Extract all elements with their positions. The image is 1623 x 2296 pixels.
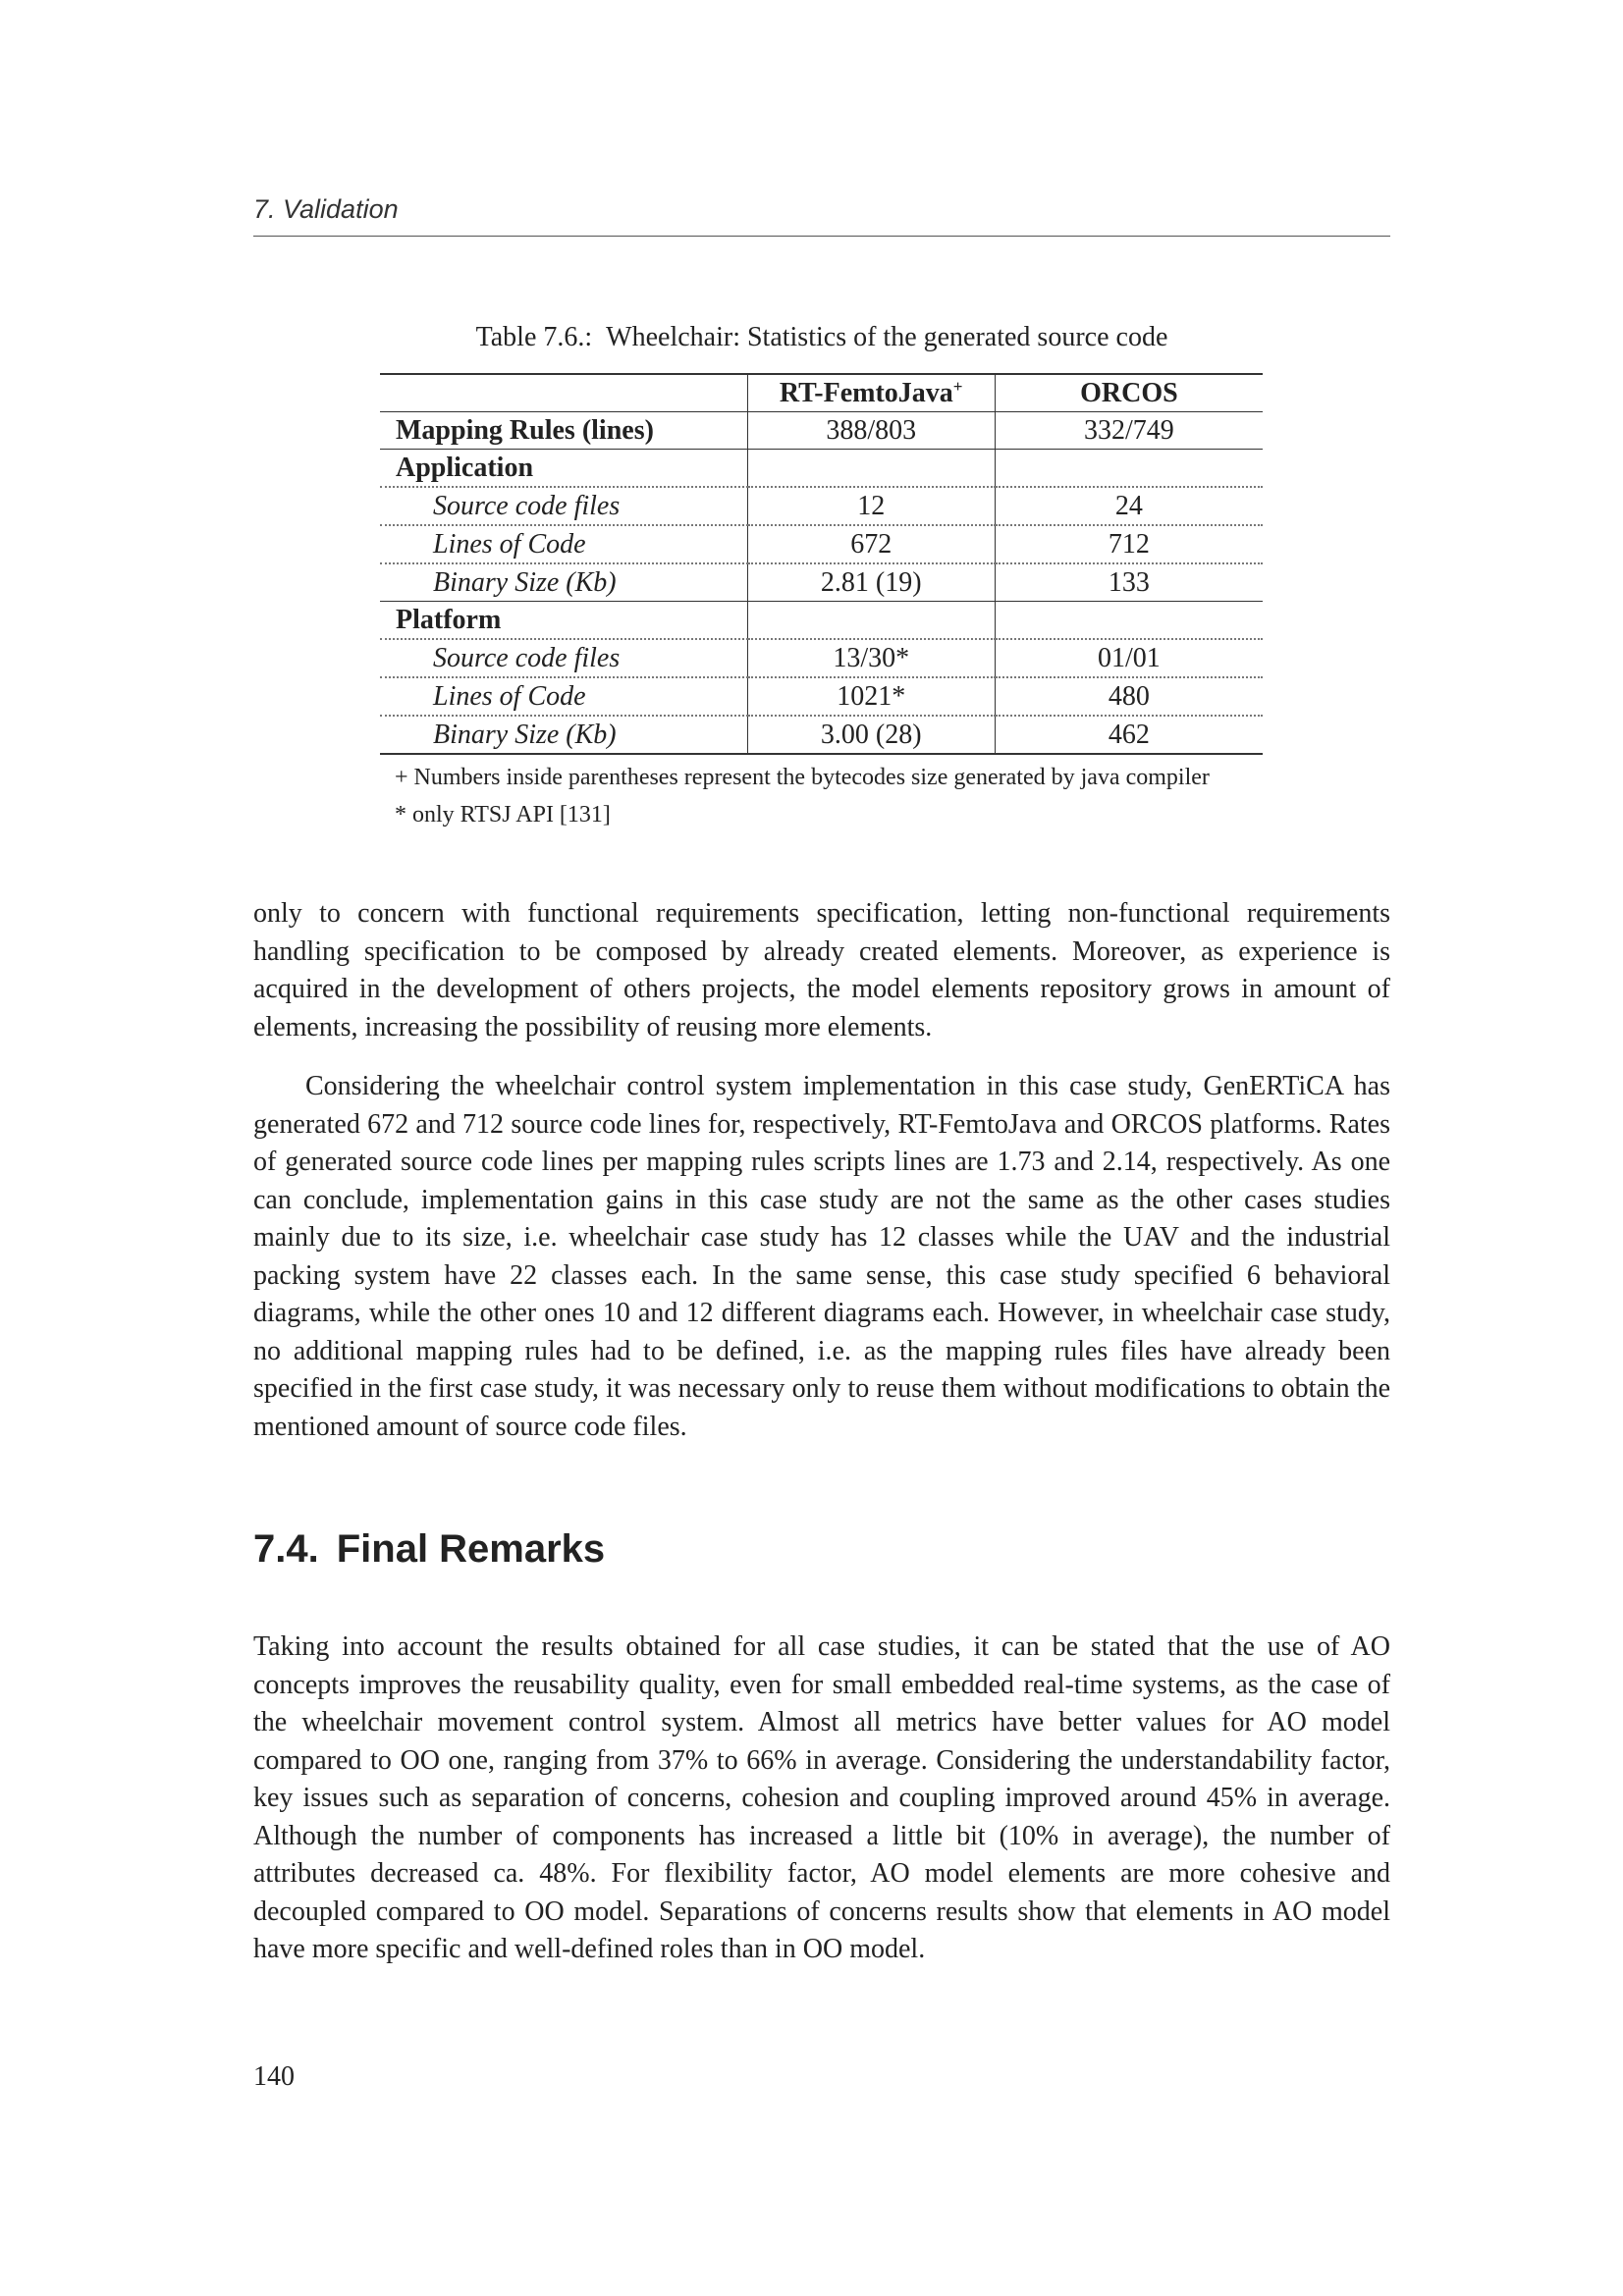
paragraph <box>253 895 1390 1046</box>
page-number: 140 <box>253 2061 295 2092</box>
cell-femtojava: 13/30* <box>747 639 995 677</box>
empty-cell <box>747 450 995 488</box>
paragraph-text: Taking into account the results obtained for all case studies, it can be stated that the use of AO concepts improves the reusability quality, even for small embedded real-time systems, as the case of the wheelchair movement control system. Almost all metrics have better values for AO model compared to OO one, ranging from 37% to 66% in average. Considering the understandability factor, key issues such as separation of concerns, cohesion and coupling improved around 45% in average. Although the number of components has increased a little bit (10% in average), the number of attributes decreased ca. 48%. For flexibility factor, AO model elements are more cohesive and decoupled compared to OO model. Separations of concerns results show that elements in AO model have more specific and well-defined roles than in OO model. <box>253 1631 1390 1964</box>
column-header-orcos: ORCOS <box>995 374 1263 412</box>
section-label-platform: Platform <box>380 602 747 640</box>
cell-orcos: 712 <box>995 525 1263 563</box>
row-label-mapping-rules: Mapping Rules (lines) <box>380 412 747 450</box>
table-row-mapping-rules <box>380 412 1263 450</box>
table-section-platform <box>380 602 1263 640</box>
table-caption-title: Wheelchair: Statistics of the generated source code <box>606 322 1168 352</box>
cell-femtojava: 672 <box>747 525 995 563</box>
cell-femtojava: 1021* <box>747 677 995 716</box>
section-title: Final Remarks <box>336 1527 606 1571</box>
empty-cell <box>747 602 995 640</box>
paragraph <box>253 1629 1390 1969</box>
column-header-rt-femtojava-label: RT-FemtoJava <box>779 378 953 408</box>
header-empty-cell <box>380 374 747 412</box>
cell-mapping-rules-femtojava: 388/803 <box>747 412 995 450</box>
cell-mapping-rules-orcos: 332/749 <box>995 412 1263 450</box>
table-row <box>380 677 1263 716</box>
cell-orcos: 01/01 <box>995 639 1263 677</box>
table-row <box>380 487 1263 525</box>
section-number: 7.4. <box>253 1527 319 1571</box>
section-label-application: Application <box>380 450 747 488</box>
table-note: + Numbers inside parentheses represent the bytecodes size generated by java compiler <box>395 765 1210 790</box>
column-header-rt-femtojava <box>747 374 995 412</box>
statistics-table <box>380 373 1263 755</box>
empty-cell <box>995 450 1263 488</box>
row-label: Lines of Code <box>380 677 747 716</box>
cell-orcos: 480 <box>995 677 1263 716</box>
row-label: Source code files <box>380 487 747 525</box>
table-notes <box>395 759 1210 833</box>
cell-femtojava: 3.00 (28) <box>747 716 995 754</box>
table-row <box>380 716 1263 754</box>
paragraph-text: Considering the wheelchair control system implementation in this case study, GenERTiCA has generated 672 and 712 source code lines for, respectively, RT-FemtoJava and ORCOS platforms. Rates of generated source code lines per mapping rules scripts lines are 1.73 and 2.14, respectively. As one can conclude, implementation gains in this case study are not the same as the other cases studies mainly due to its size, i.e. wheelchair case study has 12 classes while the UAV and the industrial packing system have 22 classes each. In the same sense, this case study specified 6 behavioral diagrams, while the other ones 10 and 12 different diagrams each. However, in wheelchair case study, no additional mapping rules had to be defined, i.e. as the mapping rules files have already been specified in the first case study, it was necessary only to reuse them without modifications to obtain the mentioned amount of source code files. <box>253 1071 1390 1442</box>
table-row <box>380 525 1263 563</box>
table-row <box>380 639 1263 677</box>
table-section-application <box>380 450 1263 488</box>
row-label: Binary Size (Kb) <box>380 563 747 602</box>
header-rule <box>253 236 1390 237</box>
table-caption <box>253 322 1390 353</box>
running-head: 7. Validation <box>253 194 399 224</box>
cell-femtojava: 2.81 (19) <box>747 563 995 602</box>
table-caption-label: Table 7.6.: <box>475 322 593 352</box>
cell-orcos: 24 <box>995 487 1263 525</box>
cell-femtojava: 12 <box>747 487 995 525</box>
cell-orcos: 133 <box>995 563 1263 602</box>
row-label: Source code files <box>380 639 747 677</box>
table-row <box>380 563 1263 602</box>
cell-orcos: 462 <box>995 716 1263 754</box>
row-label: Binary Size (Kb) <box>380 716 747 754</box>
row-label: Lines of Code <box>380 525 747 563</box>
table-header-row <box>380 374 1263 412</box>
paragraph <box>253 1068 1390 1446</box>
empty-cell <box>995 602 1263 640</box>
table-note: * only RTSJ API [131] <box>395 802 611 828</box>
section-heading <box>253 1527 605 1572</box>
paragraph-text: only to concern with functional requirements specification, letting non-functional requirements handling specification to be composed by already created elements. Moreover, as experience is acquired in the development of others projects, the model elements repository grows in amount of elements, increasing the possibility of reusing more elements. <box>253 898 1390 1042</box>
plus-footnote-mark: + <box>952 377 963 396</box>
